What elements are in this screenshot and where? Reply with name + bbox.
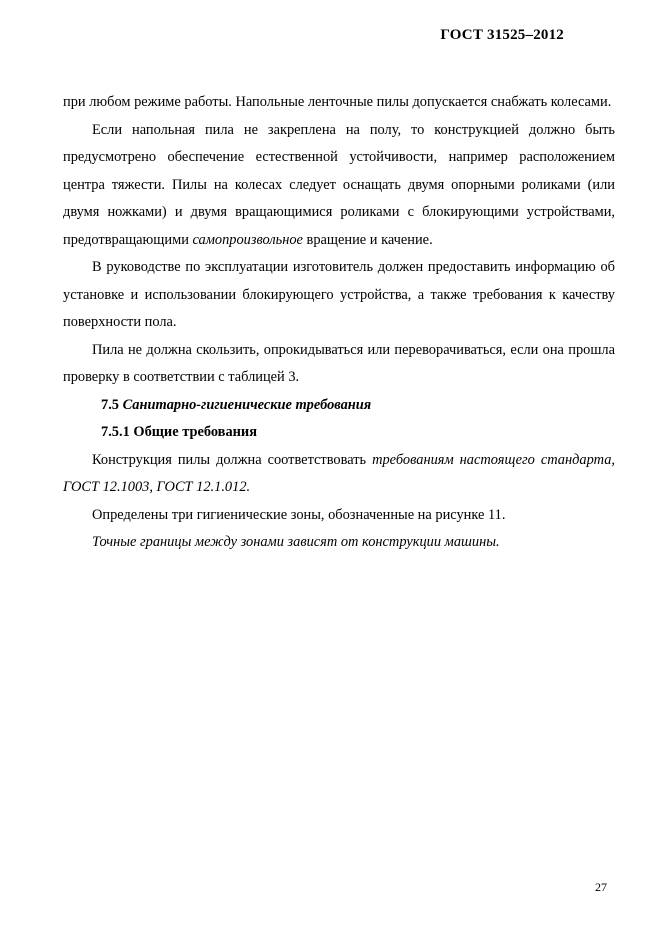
page-body bbox=[63, 89, 615, 557]
paragraph-manual-info: В руководстве по эксплуатации изготовитель должен предоставить информацию об установке и использовании блокирующего устройства, а также требования к качеству поверхности пола. bbox=[63, 259, 615, 330]
paragraph-design-requirements bbox=[63, 447, 615, 502]
italic-text: самопроизвольное bbox=[192, 231, 303, 248]
paragraph-zone-boundaries bbox=[63, 529, 615, 557]
section-heading-7-5 bbox=[63, 392, 615, 420]
subsection-heading-7-5-1: 7.5.1 Общие требования bbox=[101, 424, 258, 440]
page-number: 27 bbox=[595, 880, 607, 894]
section-number: 7.5 bbox=[101, 396, 119, 413]
paragraph-hygiene-zones: Определены три гигиенические зоны, обозначенные на рисунке 11. bbox=[92, 506, 506, 523]
paragraph-text: Конструкция пилы должна соответствовать bbox=[92, 451, 367, 468]
standard-header: ГОСТ 31525–2012 bbox=[440, 27, 564, 43]
section-title: Санитарно-гигиенические требования bbox=[122, 396, 372, 413]
paragraph-text: вращение и качение. bbox=[302, 231, 433, 248]
paragraph-continuation: при любом режиме работы. Напольные ленточные пилы допускается снабжать колесами. bbox=[63, 94, 612, 110]
paragraph-text: Если напольная пила не закреплена на полу, то конструкцией должно быть предусмотрено обеспечение естественной устойчивости, например расположением центра тяжести. Пилы на колесах следует оснащать двумя опорными роликами (или двумя ножками) и двумя вращающимися роликами с блокирующими устройствами, предотвращающими bbox=[63, 121, 615, 248]
paragraph-floor-saw-stability bbox=[63, 117, 615, 255]
italic-text: требованиям настоящего стандарта, ГОСТ 12.1003, ГОСТ 12.1.012. bbox=[63, 451, 615, 495]
italic-text: Точные границы между зонами зависят от конструкции машины. bbox=[92, 534, 500, 550]
paragraph-table-check: Пила не должна скользить, опрокидываться или переворачиваться, если она прошла проверку в соответствии с таблицей 3. bbox=[63, 341, 615, 385]
